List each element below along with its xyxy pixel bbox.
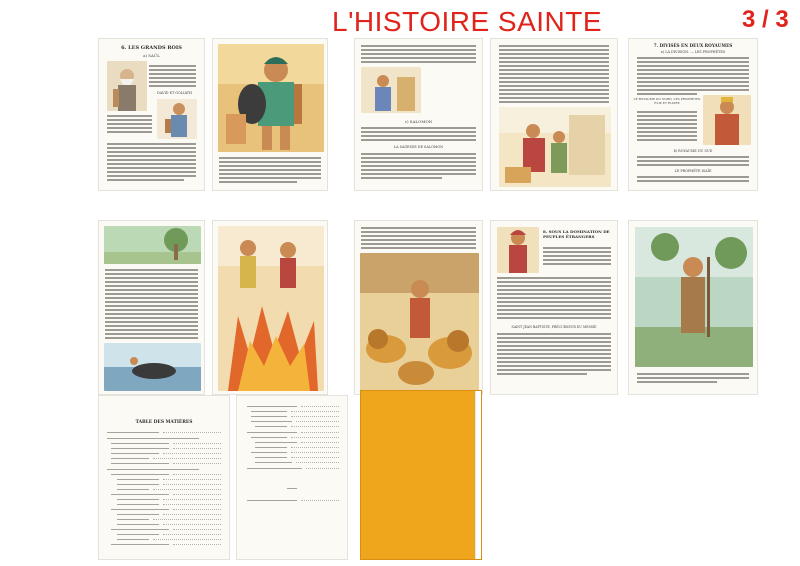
subheading-sud: b) ROYAUME DU SUD	[673, 149, 713, 153]
daniel-lions-illustration	[360, 253, 479, 391]
subheading-sagesse: LA SAGESSE DE SALOMON	[393, 145, 444, 149]
king-illustration	[703, 95, 751, 145]
book-page-table-suite[interactable]	[236, 395, 348, 560]
john-baptist-illustration	[635, 227, 753, 367]
book-page-lions[interactable]	[354, 220, 483, 395]
david-warrior-illustration	[218, 44, 324, 152]
page-indicator: 3 / 3	[742, 6, 789, 33]
soldier-illustration	[497, 227, 539, 273]
chapter-title: 7. DIVISÉS EN DEUX ROYAUMES	[653, 43, 733, 48]
book-page-deux-royaumes[interactable]	[628, 38, 758, 191]
chapter-title: 6. LES GRANDS ROIS	[121, 45, 182, 51]
toc-title: TABLE DES MATIÈRES	[135, 420, 193, 425]
market-illustration	[499, 107, 611, 187]
subheading: DAVID ET GOLIATH	[157, 91, 192, 95]
book-page-prophete-arbre[interactable]	[98, 220, 205, 395]
subheading-isaie: LE PROPHÈTE ISAÏE	[674, 169, 712, 173]
book-page-domination[interactable]	[490, 220, 618, 395]
prophet-tree-illustration	[104, 226, 201, 264]
book-page-fournaise[interactable]	[212, 220, 328, 395]
section-title: a) SAÜL	[143, 53, 160, 58]
goliath-illustration	[157, 99, 197, 139]
book-page-salomon[interactable]	[354, 38, 483, 191]
section-title: a) LA DIVISION. — LES PROPHÈTES	[660, 50, 726, 54]
book-page-table-matieres[interactable]	[98, 395, 230, 560]
back-cover-fold	[475, 391, 481, 559]
sea-monster-illustration	[104, 343, 201, 391]
prophet-illustration	[107, 61, 147, 111]
subheading-jean-baptiste: SAINT JEAN BAPTISTE, PRÉCURSEUR DU MESSIE	[511, 325, 597, 329]
temple-illustration	[361, 67, 421, 113]
subheading-salomon: c) SALOMON	[404, 119, 433, 124]
book-page-marche[interactable]	[490, 38, 618, 191]
book-page-jean-baptiste[interactable]	[628, 220, 758, 395]
subheading-nord: LE ROYAUME DU NORD, LES PROPHÈTES ÉLIE ET ÉLISÉE	[633, 97, 701, 105]
book-page-david[interactable]	[212, 38, 328, 191]
book-back-cover[interactable]	[360, 390, 482, 560]
chapter-title: 8. SOUS LA DOMINATION DE PEUPLES ÉTRANGERS	[543, 229, 610, 239]
collection-title: L'HISTOIRE SAINTE	[332, 6, 603, 37]
book-page-grands-rois[interactable]	[98, 38, 205, 191]
fiery-furnace-illustration	[218, 226, 324, 391]
